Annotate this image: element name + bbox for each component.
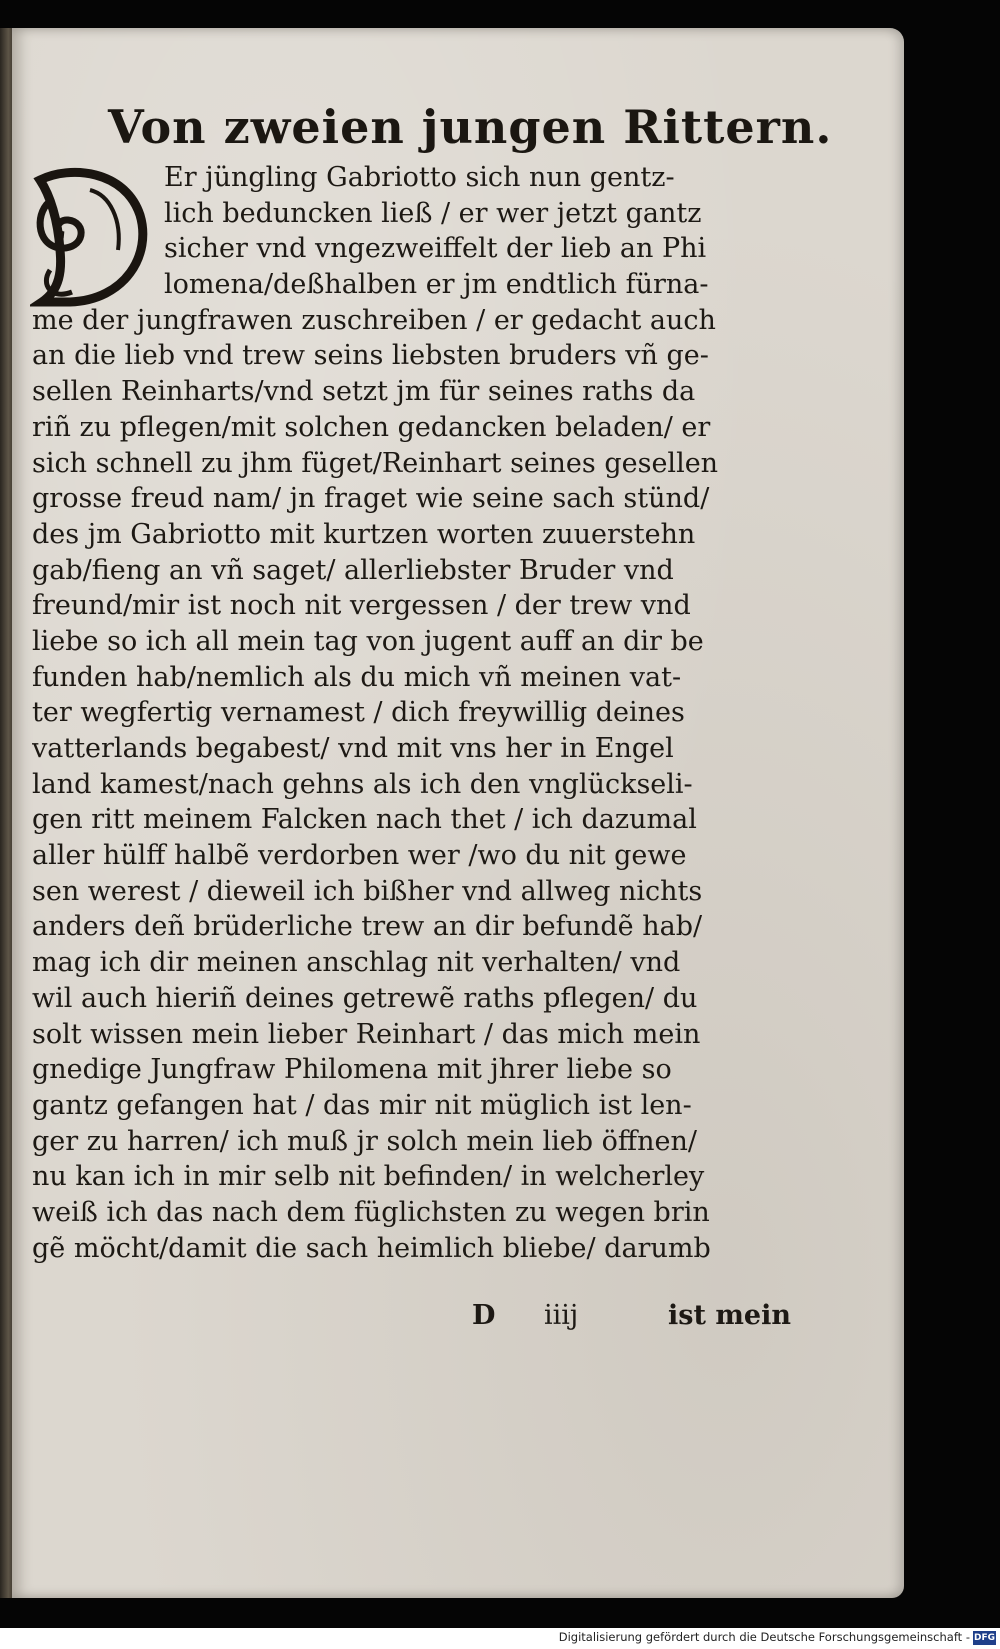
text-line: freund/mir ist noch nit vergessen / der trew vnd bbox=[32, 590, 691, 622]
body-text bbox=[32, 160, 802, 1266]
signature-mark: D bbox=[472, 1300, 496, 1331]
text-line: grosse freud nam/ jn fraget wie seine sach stünd/ bbox=[32, 483, 710, 515]
folio-number: iiij bbox=[544, 1300, 579, 1331]
catchword: ist mein bbox=[668, 1300, 791, 1331]
text-line: Er jüngling Gabriotto sich nun gentz- bbox=[164, 162, 675, 193]
text-line: solt wissen mein lieber Reinhart / das mich mein bbox=[32, 1018, 701, 1050]
text-line: gnedige Jungfraw Philomena mit jhrer liebe so bbox=[32, 1054, 672, 1086]
text-line: lomena/deßhalben er jm endtlich fürna- bbox=[164, 269, 709, 301]
text-line: nu kan ich in mir selb nit befinden/ in welcherley bbox=[32, 1161, 705, 1193]
text-line: weiß ich das nach dem füglichsten zu wegen brin bbox=[32, 1196, 710, 1228]
text-line: an die lieb vnd trew seins liebsten bruders vñ ge- bbox=[32, 340, 709, 372]
text-line: gab/fieng an vñ saget/ allerliebster Bruder vnd bbox=[32, 554, 674, 586]
text-line: lich beduncken ließ / er wer jetzt gantz bbox=[164, 197, 702, 229]
signature-line bbox=[432, 1300, 792, 1340]
text-line: gantz gefangen hat / das mir nit müglich ist len- bbox=[32, 1089, 692, 1121]
text-line: sen werest / dieweil ich bißher vnd allweg nichts bbox=[32, 875, 703, 907]
book-page bbox=[12, 28, 904, 1598]
text-line: aller hülff halbẽ verdorben wer /wo du nit gewe bbox=[32, 840, 687, 872]
text-line: riñ zu pflegen/mit solchen gedancken beladen/ er bbox=[32, 411, 711, 443]
text-line: wil auch hieriñ deines getrewẽ raths pflegen/ du bbox=[32, 982, 698, 1014]
text-line: sicher vnd vngezweiffelt der lieb an Phi bbox=[164, 233, 707, 265]
text-line: gẽ möcht/damit die sach heimlich bliebe/ darumb bbox=[32, 1232, 711, 1264]
text-line: gen ritt meinem Falcken nach thet / ich dazumal bbox=[32, 804, 697, 836]
text-line: vatterlands begabest/ vnd mit vns her in Engel bbox=[32, 733, 674, 764]
text-line: me der jungfrawen zuschreiben / er gedacht auch bbox=[32, 304, 716, 336]
text-line: anders deñ brüderliche trew an dir befundẽ hab/ bbox=[32, 911, 703, 943]
text-line: ger zu harren/ ich muß jr solch mein lieb öffnen/ bbox=[32, 1125, 697, 1157]
text-line: funden hab/nemlich als du mich vñ meinen vat- bbox=[32, 661, 682, 693]
text-line: mag ich dir meinen anschlag nit verhalten/ vnd bbox=[32, 947, 681, 979]
text-line: sich schnell zu jhm füget/Reinhart seines gesellen bbox=[32, 447, 719, 479]
text-line: ter wegfertig vernamest / dich freywillig deines bbox=[32, 697, 685, 729]
digitization-footer bbox=[0, 1628, 1000, 1649]
svg-text:D: D bbox=[92, 272, 93, 273]
page-heading: Von zweien jungen Rittern. bbox=[108, 100, 833, 154]
dfg-logo-icon: DFG bbox=[973, 1633, 995, 1643]
text-line: des jm Gabriotto mit kurtzen worten zuuerstehn bbox=[32, 518, 696, 550]
text-line: land kamest/nach gehns als ich den vnglückseli- bbox=[32, 768, 693, 800]
text-line: sellen Reinharts/vnd setzt jm für seines raths da bbox=[32, 376, 696, 408]
funding-credit: Digitalisierung gefördert durch die Deutsche Forschungsgemeinschaft - bbox=[558, 1630, 970, 1644]
text-line: liebe so ich all mein tag von jugent auff an dir be bbox=[32, 625, 704, 657]
